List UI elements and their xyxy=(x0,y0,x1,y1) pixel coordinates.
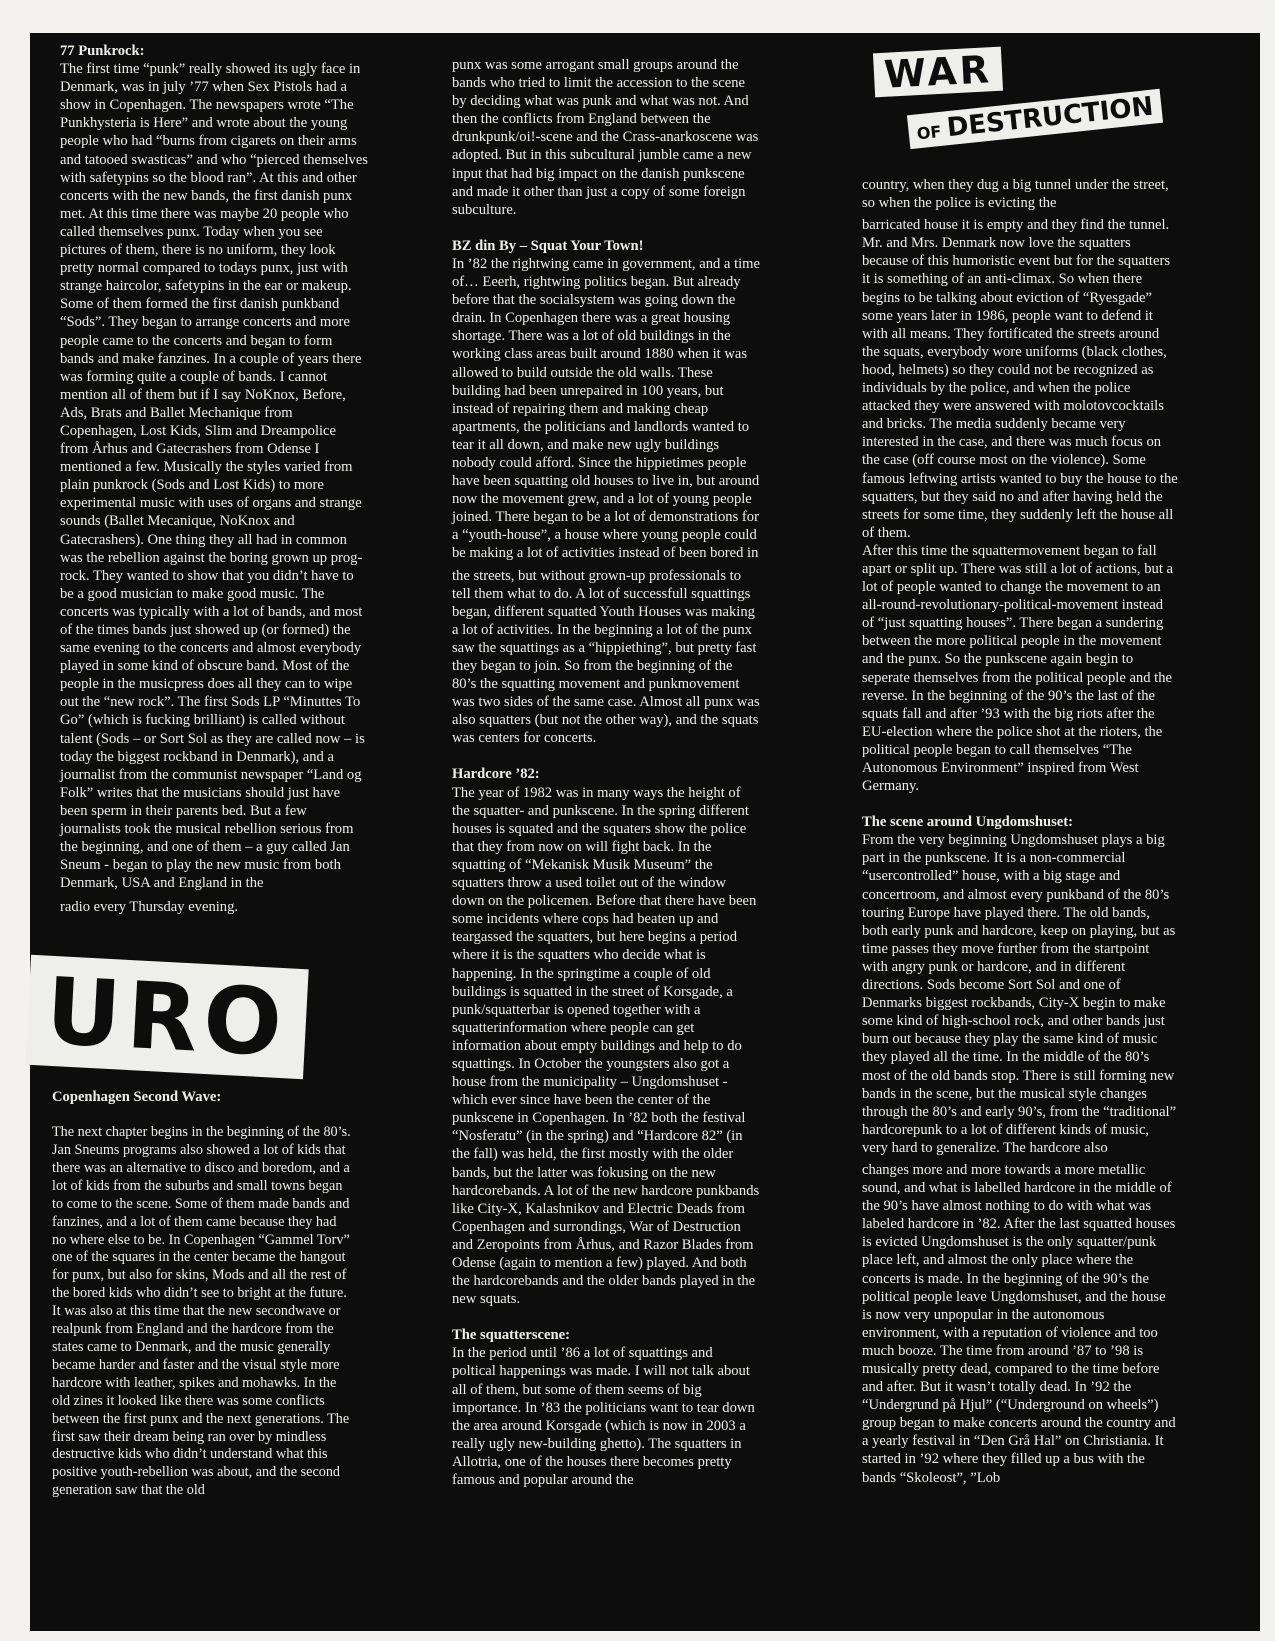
paragraph: barricated house it is empty and they find the tunnel. Mr. and Mrs. Denmark now love the squatters because of this humoristic event but for the squatters it is something of an anti-climax. So when there begins to be talking about eviction of “Ryesgade” some years later in 1986, people want to defend it with all means. They fortificated the streets around the squats, everybody wore uniforms (black clothes, hood, helmets) so they could not be recognized as individuals by the police, and when the police attacked they were answered with molotovcocktails and bricks. The media suddenly became very interested in the case, and there was much focus on the case (off course most on the violence). Some famous leftwing artists wanted to buy the house to the squatters, but they said no and after having held the streets for some time, they suddenly left the house all of them. xyxy=(862,217,1178,541)
column-1-lower xyxy=(52,1088,352,1500)
paragraph: radio every Thursday evening. xyxy=(60,899,239,916)
war-logo-of: OF xyxy=(915,121,943,144)
column-3 xyxy=(862,176,1178,1487)
paragraph: punx was some arrogant small groups around the bands who tried to limit the accession to the scene by deciding what was punk and what was not. And then the conflicts from England between the drunkpunk/oi!-scene and the Crass-anarkoscene was adopted. But in this subcultural jumble came a new input that had big impact on the danish punkscene and made it other than just a copy of some foreign subculture. xyxy=(452,57,759,218)
heading-bz-din-by: BZ din By – Squat Your Town! xyxy=(452,237,644,254)
paragraph: In the period until ’86 a lot of squattings and poltical happenings was made. I will not talk about all of them, but some of them seems of big importance. In ’83 the politicians want to tear down the area around Korsgade (which is now in 2003 a really ugly new-building ghetto). The squatters in Allotria, one of the houses there becomes pretty famous and popular around the xyxy=(452,1345,755,1489)
uro-logo xyxy=(25,955,308,1079)
paragraph: changes more and more towards a more metallic sound, and what is labelled hardcore in the middle of the 90’s have almost nothing to do with what was labeled hardcore in ’82. After the last squatted houses is evicted Ungdomshuset is the only squatter/punk place left, and almost the only place where the concerts is made. In the beginning of the 90’s the political people leave Ungdomshuset, and the house is now very unpopular in the autonomous environment, with a reputation of violence and too much booze. The time from around ’87 to ’98 is musically pretty dead, compared to the time before and after. But it wasn’t totally dead. In ’92 the “Undergrund på Hjul” (“Underground on wheels”) group began to make concerts around the country and a yearly festival in “Den Grå Hal” on Christiania. It started in ’92 where they filled up a bus with the bands “Skoleost”, ”Lob xyxy=(862,1161,1176,1486)
column-2 xyxy=(452,56,760,1489)
heading-hardcore-82: Hardcore ’82: xyxy=(452,766,540,783)
paragraph: The year of 1982 was in many ways the height of the squatter- and punkscene. In the spring different houses is squated and the squaters show the police that they from now on will fight back. In the squatting of “Mekanisk Musik Museum” the squatters throw a used toilet out of the window down on the policemen. Before that there have been some incidents where cops had beaten up and teargassed the squatters, but here begins a period where it is the squatters who decide what is happening. In the springtime a couple of old buildings is squatted in the street of Korsgade, a punk/squatterbar is opened together with a squatterinformation where people can get information about empty buildings and help to do squattings. In October the youngsters also got a house from the municipality – Ungdomshuset - which ever since have been the center of the punkscene in Copenhagen. In ’82 both the festival “Nosferatu” (in the spring) and “Hardcore 82” (in the fall) was held, the first mostly with the older bands, but the latter was fokusing on the new hardcorebands. A lot of the new hardcore punkbands like City-X, Kalashnikov and Electric Deads from Copenhagen and surrondings, War of Destruction and Zeropoints from Århus, and Razor Blades from Odense (again to mention a few) played. And both the hardcorebands and the older bands played in the new squats. xyxy=(452,784,760,1308)
war-logo-bottom xyxy=(907,89,1163,149)
paragraph: In ’82 the rightwing came in government, and a time of… Eeerh, rightwing politics began. But already before that the socialsystem was going down the drain. In Copenhagen there was a great housing shortage. There was a lot of old buildings in the working class areas built around 1880 when it was allowed to build outside the old walls. These building had been unrepaired in 100 years, but instead of repairing them and making cheap apartments, the politicians and landlords wanted to tear it all down, and make new ugly buildings nobody could afford. Since the hippietimes people have been squatting old houses to live in, but around now the movement grew, and a lot of young people joined. There began to be a lot of demonstrations for a “youth-house”, a house where young people could be making a lot of activities instead of been bored in xyxy=(452,255,761,562)
paragraph: After this time the squattermovement began to fall apart or split up. There was still a lot of actions, but a lot of people wanted to change the movement to an all-round-revolutionary-political-movement instead of “just squatting houses”. There began a sundering between the more political people in the movement and the punx. So the punkscene again begin to seperate themselves from the political people and the reverse. In the beginning of the 90’s the last of the squats fall and after ’93 with the big riots after the EU-election where the police shot at the rioters, the political people began to call themselves “The Autonomous Environment” inspired from West Germany. xyxy=(862,542,1173,795)
war-logo-destruction: DESTRUCTION xyxy=(945,91,1155,144)
uro-logo-text: URO xyxy=(43,957,291,1077)
heading-copenhagen-second-wave: Copenhagen Second Wave: xyxy=(52,1089,222,1105)
war-logo-top: WAR xyxy=(873,47,1003,98)
paragraph: The next chapter begins in the beginning of the 80’s. Jan Sneums programs also showed a lot of kids that there was an alternative to disco and boredom, and a lot of kids from the suburbs and small towns began to come to the scene. Some of them made bands and fanzines, and a lot of them came because they had no where else to be. In Copenhagen “Gammel Torv” one of the squares in the center became the hangout for punx, but also for skins, Mods and all the rest of the bored kids who didn’t see to bright at the future. It was also at this time that the new secondwave or realpunk from England and the hardcore from the states came to Denmark, and the music generally became harder and faster and the visual style more hardcore with leather, spikes and mohawks. In the old zines it looked like there was some conflicts between the first punx and the next generations. The first saw their dream being ran over by mindless destructive kids who didn’t understand what this positive youth-rebellion was about, and the second generation saw that the old xyxy=(52,1124,351,1499)
column-1 xyxy=(60,42,368,917)
paragraph: country, when they dug a big tunnel under the street, so when the police is evicting the xyxy=(862,177,1169,212)
war-of-destruction-logo xyxy=(870,40,1155,168)
paragraph: the streets, but without grown-up professionals to tell them what to do. A lot of successfull squattings began, different squatted Youth Houses was making a lot of activities. In the beginning a lot of the punx saw the squattings as a “hippiething”, but pretty fast they began to join. So from the beginning of the 80’s the squatting movement and punkmovement was two sides of the same case. Almost all punx was also squatters (but not the other way), and the squats was centers for concerts. xyxy=(452,567,760,747)
heading-scene-ungdomshuset: The scene around Ungdomshuset: xyxy=(862,814,1073,831)
heading-squatterscene: The squatterscene: xyxy=(452,1327,570,1344)
paragraph: From the very beginning Ungdomshuset plays a big part in the punkscene. It is a non-commercial “usercontrolled” house, with a big stage and concertroom, and almost every punkband of the 80’s touring Europe have played there. The old bands, both early punk and hardcore, keep on playing, but as time passes they move further from the startpoint with angry punk or hardcore, and in different directions. Sods become Sort Sol and one of Denmarks biggest rockbands, City-X begin to make some kind of high-school rock, and other bands just burn out because they play the same kind of music they played all the time. In the middle of the 80’s most of the old bands stop. There is still forming new bands in the scene, but the musical style changes through the 80’s and early 90’s, from the “traditional” hardcorepunk to a lot of different kinds of music, very hard to generalize. The hardcore also xyxy=(862,832,1177,1156)
heading-77-punkrock: 77 Punkrock: xyxy=(60,43,145,59)
paragraph: The first time “punk” really showed its ugly face in Denmark, was in july ’77 when Sex Pistols had a show in Copenhagen. The newspapers wrote “The Punkhysteria is Here” and wrote about the young people who had “burns from cigarets on their arms and tatooed swasticas” and who “pierced themselves with safetypins so the blood ran”. At this and other concerts with the new bands, the first danish punx met. At this time there was maybe 20 people who called themselves punx. Today when you see pictures of them, there is no uniform, they look pretty normal compared to todays punx, just with strange haircolor, safetypins in the ear or makeup. Some of them formed the first danish punkband “Sods”. They began to arrange concerts and more people came to the concerts and began to form bands and make fanzines. In a couple of years there was forming quite a couple of bands. I cannot mention all of them but if I say NoKnox, Before, Ads, Brats and Ballet Mechanique from Copenhagen, Lost Kids, Slim and Dreampolice from Århus and Gatecrashers from Odense I mentioned a few. Musically the styles varied from plain punkrock (Sods and Lost Kids) to more experimental music with uses of organs and strange sounds (Ballet Mecanique, NoKnox and Gatecrashers). One thing they all had in common was the rebellion against the boring grown up prog-rock. They wanted to show that you didn’t have to be a good musician to make good music. The concerts was typically with a lot of bands, and most of the times bands just showed up (or formed) the same evening to the concerts and almost everybody played in some kind of obscure band. Most of the people in the musicpress does all they can to wipe out the “new rock”. The first Sods LP “Minuttes To Go” (which is fucking brilliant) is called without talent (Sods – or Sort Sol as they are called now – is today the biggest rockband in Denmark), and a journalist from the communist newspaper “Land og Folk” writes that the musicians should just have been sperm in their parents bed. But a few journalists took the musical rebellion serious from the beginning, and one of them – a guy called Jan Sneum - began to play the new music from both Denmark, USA and England in the xyxy=(60,61,368,892)
